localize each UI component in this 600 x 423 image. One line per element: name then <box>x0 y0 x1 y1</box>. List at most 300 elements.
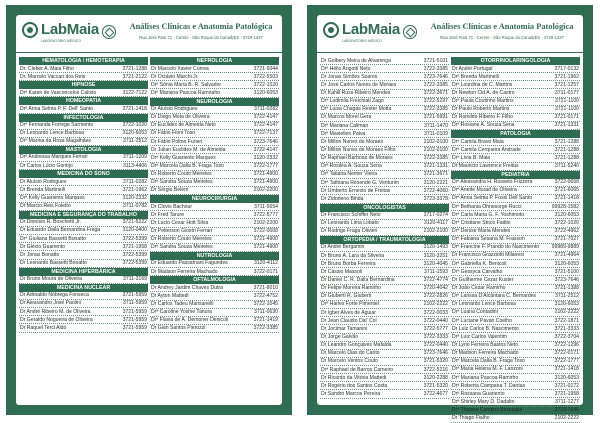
doctor-name: Drª Luana Contadini <box>452 309 498 316</box>
doctor-name: Drª Brenda Martinelli <box>452 73 499 80</box>
phone-number: 3721-4964 <box>554 252 579 259</box>
doctor-name: Dr Leonardo Lima Lobato <box>321 220 379 227</box>
phone-number: 3721-5101 <box>423 57 448 64</box>
doctor-name: Drª Lívia B. Maia <box>452 154 491 161</box>
phone-number: 3717-0274 <box>423 212 448 219</box>
section-heading: NEUROCIRURGIA <box>150 195 279 203</box>
page-header <box>16 15 282 53</box>
list-item <box>150 244 279 252</box>
list-item <box>19 162 148 170</box>
doctor-name: Dr Aluísio Rodrigues <box>151 106 198 113</box>
phone-number: 3722-1296 <box>554 342 579 348</box>
column-right <box>451 57 580 423</box>
doctor-name: Dr Ayton Mattedi <box>151 292 189 299</box>
list-item <box>451 163 580 171</box>
section-heading: MEDICINA DO SONO <box>19 170 148 178</box>
directory-card <box>16 15 282 405</box>
phone-number: 2102-2100 <box>423 228 448 235</box>
phone-number: 3722-5399 <box>122 260 147 267</box>
phone-number: 3120-6053 <box>122 130 147 137</box>
list-item <box>19 89 148 97</box>
doctor-name: Dr Bruno A. Lara da Silveira <box>321 252 385 259</box>
doctor-name: Drª Maria Helena M. F. Lanzoni <box>452 366 523 373</box>
phone-number: 3721-1958 <box>554 390 579 397</box>
phone-number: 3722-3333 <box>423 334 448 340</box>
doctor-name: Dr Geraldo Nogueira de Oliveira <box>20 316 93 323</box>
phone-number: 3723-7646 <box>423 350 448 357</box>
phone-number: 3120-6053 <box>554 260 579 267</box>
doctor-name: Dr Alessandro José Paolini <box>20 300 81 307</box>
doctor-name: Drª Camila Cerqueira Andrade <box>452 146 521 153</box>
doctor-name: Drª Cristiane Stoco Fadini <box>452 219 511 226</box>
doctor-name: Drª Marcela Dalla B. Fraga Toso <box>452 358 525 365</box>
section-heading: OFTALMOLOGIA <box>150 276 279 284</box>
phone-number: 3722-3671 <box>423 90 448 97</box>
phone-number: 3721-1288 <box>554 138 579 145</box>
doctor-name: Dr André Ribeiro M. de Oliveira <box>20 308 91 315</box>
phone-number: 3721-1418 <box>554 366 579 373</box>
phone-number: 3722-0033 <box>423 309 448 316</box>
phone-number: 3722-1777 <box>253 163 278 170</box>
doctor-name: Dr Jonas Bonatto <box>20 251 60 258</box>
doctor-name: Dr Roberto Couto Meireles <box>151 236 212 243</box>
phone-number: 3721-1288 <box>554 154 579 161</box>
doctor-name: Dr Paulo Roberto Martins <box>452 106 510 113</box>
address-line: Rua José Rosi 71 - Centro - São Roque do Canaã/ES · 3729-1337 <box>139 35 263 40</box>
phone-number: 3722-5399 <box>122 235 147 242</box>
phone-number: 2102-0100 <box>423 147 448 154</box>
phone-number: 3120-2332 <box>122 195 147 202</box>
phone-number: 3711-1470 <box>424 122 448 129</box>
phone-number: 3711-1277 <box>555 398 579 405</box>
phone-number: 3711-0282 <box>123 178 147 185</box>
phone-number: 3722-1871 <box>554 317 579 324</box>
section-heading: ONCOLOGISTAS <box>320 204 449 212</box>
doctor-name: Dr Leonardo Lence Barbosa <box>20 130 84 137</box>
phone-number: 3722-1777 <box>554 358 579 365</box>
phone-number: 3120-6053 <box>554 374 579 381</box>
phone-number: 3722-4677 <box>423 390 448 397</box>
phone-number: 3721-0171 <box>554 114 579 121</box>
phone-number: 3721-3671 <box>423 171 448 178</box>
list-item <box>150 187 279 195</box>
phone-number: 3711-2512 <box>555 293 579 300</box>
phone-number: 3723-7646 <box>253 138 278 145</box>
doctor-name: Drª Flavia de A. Demoner Denicoli <box>151 317 229 324</box>
doctor-name: Drª Denise Maria Mendes <box>452 228 511 235</box>
list-item <box>19 276 148 284</box>
list-item <box>19 105 148 113</box>
phone-number: 3711-0782 <box>123 203 147 210</box>
phone-number: 3721-1288 <box>122 65 147 72</box>
phone-number: 3722-4752 <box>253 292 278 299</box>
phone-number: 3721-1962 <box>554 73 579 80</box>
column-left <box>320 57 449 399</box>
doctor-name: Dr Clovis Bachour <box>151 203 193 210</box>
logo-subtitle: LABORATÓRIO MÉDICO <box>41 39 81 43</box>
doctor-name: Dr Madson Ferreira Machado <box>452 350 519 357</box>
section-heading: HIPNOSE <box>19 81 148 89</box>
doctor-name: Dr Sandro Marcos Pereira <box>321 390 381 397</box>
phone-number: 3722-0008 <box>253 228 278 235</box>
phone-number: 3721-1958 <box>122 243 147 250</box>
phone-number: 3711-2512 <box>123 138 147 145</box>
doctor-name: Dr Rodrigo Fraga Olivieri <box>321 228 378 235</box>
section-heading: NEFROLOGIA <box>150 57 279 65</box>
list-item <box>19 73 148 81</box>
phone-number: 3722-4147 <box>253 122 278 129</box>
phone-number: 3721-1419 <box>253 317 278 324</box>
phone-number: 3722-3385 <box>423 81 448 88</box>
phone-number: 3723-3378 <box>423 195 448 202</box>
list-item <box>451 415 580 423</box>
doctor-name: Dr Fábio Polton Furieri <box>151 138 203 145</box>
doctor-name: Drª Luisa Chagas Rester Motta <box>321 106 392 113</box>
section-heading: MEDICINA NUCLEAR <box>19 284 148 292</box>
phone-number: 3720-4042 <box>423 285 448 292</box>
logo-mark-icon <box>22 22 38 38</box>
doctor-name: Dr Thiago Fialho <box>452 415 490 422</box>
section-heading: INFECTOLOGIA <box>19 114 148 122</box>
page-header <box>317 15 583 53</box>
phone-number: 3721-5320 <box>423 358 448 365</box>
phone-number: 3120-2288 <box>423 374 448 381</box>
section-heading: HEMATOLOGIA / HEMOTERAPIA <box>19 57 148 65</box>
doctor-name: Dr Marcelo Xavier Correa <box>151 65 209 72</box>
list-item <box>150 325 279 333</box>
section-heading: HOMEOPATIA <box>19 97 148 105</box>
doctor-name: Drª Bethania Ohnesorge Rucci <box>452 203 522 210</box>
phone-number: 3722-3385 <box>423 106 448 113</box>
logo-subtitle: LABORATÓRIO MÉDICO <box>342 39 382 43</box>
doctor-name: Dr Julian Euclides M. de Almeida <box>151 146 226 153</box>
doctor-name: Dr Carlos Tadeu Mansanelli <box>151 301 214 308</box>
phone-number: 3721-4900 <box>253 179 278 186</box>
phone-number: 3711-5240 <box>555 163 579 170</box>
doctor-name: Dr Francisco Grazziotti Milanesi <box>452 252 524 259</box>
doctor-name: Drª Ludimila Freichiati Zago <box>321 98 384 105</box>
phone-number: 3722-5399 <box>122 251 147 258</box>
doctor-name: Dr Jorge Galvão <box>321 334 359 340</box>
doctor-name: Dr Marcio Reis Foletto <box>20 203 71 210</box>
doctor-name: Dr Kahlil Russ Ribeiro Mendes <box>321 90 391 97</box>
phone-number: 3722-5503 <box>253 73 278 80</box>
doctor-name: Dr Eduardo Passamani Fagundes <box>151 260 228 267</box>
doctor-name: Dr Madson Ferreira Machado <box>151 268 218 275</box>
doctor-name: Dr Marcos Morel Gera <box>321 114 372 121</box>
doctor-name: Dr Zidorleno Binda <box>321 195 364 202</box>
doctor-name: Drª Hélio Angotti Neto <box>321 65 371 72</box>
list-item <box>150 89 279 97</box>
doctor-name: Dr Roberto Couto Meireles <box>151 171 212 178</box>
phone-number: 2102-0100 <box>423 138 448 145</box>
phone-number: 3722-3385 <box>423 155 448 162</box>
doctor-name: Dr Guilherme Cezar Kuster <box>452 276 514 283</box>
directory-page-right <box>307 5 593 422</box>
phone-number: 99928-1582 <box>551 203 579 210</box>
doctor-name: Drª Thaissa Campos Bascaglia <box>452 407 523 414</box>
phone-number: 3722-7137 <box>253 130 278 137</box>
phone-number: 3722-1045 <box>253 301 278 308</box>
doctor-name: Drª Kelly Guariento Marques <box>151 154 216 161</box>
phone-number: 3722-5297 <box>423 98 448 105</box>
phone-number: 3721-1388 <box>554 285 579 292</box>
phone-number: 3722-5777 <box>253 211 278 218</box>
doctor-name: Dr. Cleber A. Maia Filho <box>20 65 74 72</box>
doctor-name: Drª Rossana Guariento <box>452 390 505 397</box>
phone-number: 3721-3333 <box>554 325 579 332</box>
doctor-name: Drª Roberta Campana T. Dantas <box>452 382 526 389</box>
phone-number: 3721-4900 <box>253 244 278 251</box>
doctor-name: Drª Tatiana Nemer Vieira <box>321 171 378 178</box>
phone-number: 3721-1418 <box>122 105 147 112</box>
phone-number: 3721-1331 <box>554 122 579 129</box>
phone-number: 3721-1288 <box>554 146 579 153</box>
doctor-name: Dr Romildo Ribeiro F. Filho <box>452 114 513 121</box>
list-item <box>19 324 148 332</box>
phone-number: 3722-2826 <box>423 293 448 300</box>
phone-number: 3723-7646 <box>554 407 579 414</box>
phone-number: 3721-5320 <box>423 382 448 389</box>
doctor-name: Dr Marcelo Ventos Couto <box>321 358 378 365</box>
doctor-name: Dr Rogério dos Santos Costa <box>321 382 388 389</box>
doctor-name: Dr Raquel Terci Aldo <box>20 324 67 331</box>
doctor-name: Dr Giuberti R. Giuberti <box>321 293 372 300</box>
page-title: Análises Clínicas e Anatomia Patológica <box>430 22 574 31</box>
doctor-name: Drª Fernanda Forrege Sarmento <box>20 122 94 129</box>
phone-number: 3721-1418 <box>554 195 579 202</box>
phone-number: 3722-3385 <box>423 65 448 72</box>
phone-number: 2102-2200 <box>253 219 278 226</box>
doctor-name: Dr Gian Santos Pierozzi <box>151 325 206 332</box>
logo-word: LabMaia <box>41 21 99 38</box>
doctor-name: Drª Gabriella K. Benicoli <box>452 260 507 267</box>
certification-seal-icon <box>102 25 116 39</box>
phone-number: 3722-0171 <box>554 350 579 357</box>
phone-number: 2102-2222 <box>554 415 579 422</box>
phone-number: 3722-1020 <box>122 122 147 129</box>
doctor-name: Dr Bruno Borba Ferreira <box>321 260 376 267</box>
phone-number: 3722-5777 <box>423 325 448 332</box>
phone-number: 3120-6053 <box>554 301 579 308</box>
doctor-name: Drª Anna Selma P. Fossi Dell Santo <box>452 195 533 202</box>
doctor-name: Drª Luciane Pavan Coelho <box>452 317 512 324</box>
logo-word: LabMaia <box>342 21 400 38</box>
doctor-name: Drª Rosiane A. Souza Sena <box>452 122 515 129</box>
doctor-name: Dr Lucio Cesar Hott Silva <box>151 219 209 226</box>
phone-number: 3721-2122 <box>122 73 147 80</box>
phone-number: 3120-4112 <box>254 260 278 267</box>
doctor-name: Dr Raphael Barbosa de Moraes <box>321 155 393 162</box>
doctor-name: Dr João Cezar Ramirho <box>452 285 506 292</box>
doctor-name: Dr André Bergamin <box>321 244 365 251</box>
doctor-name: Dr Leonardo Lence Barbosa <box>452 301 516 308</box>
doctor-name: Dr André Portugal <box>452 65 493 72</box>
phone-number: 3122-7122 <box>122 89 147 96</box>
phone-number: 3113-4406 <box>123 162 147 169</box>
phone-number: 3721-4900 <box>253 171 278 178</box>
phone-number: 3721-8010 <box>253 284 278 291</box>
phone-number: 3717-0132 <box>554 65 579 72</box>
doctor-name: Drª Gessyca Carvalho <box>452 268 503 275</box>
phone-number: 3711-1209 <box>123 154 147 161</box>
phone-number: 3711-5654 <box>254 203 278 210</box>
doctor-name: Dr José Carlos Nunes de Moraes <box>321 81 397 88</box>
phone-number: 2102-2200 <box>253 187 278 194</box>
doctor-name: Drª Mariana Pascoa Ramiraho <box>151 89 220 96</box>
phone-number: 3711-0177 <box>555 89 579 96</box>
section-heading: ORTOPEDIA / TRAUMATOLOGIA <box>320 236 449 244</box>
phone-number: 3120-3251 <box>423 252 448 259</box>
doctor-name: Drª Shirley Mary D. Dadalto <box>452 398 515 405</box>
phone-number: 3711-0109 <box>424 130 448 137</box>
phone-number: 3721-1100 <box>555 98 579 105</box>
doctor-name: Dr Bruno Moura de Oliveira <box>20 276 82 283</box>
phone-number: 3120-6053 <box>253 89 278 96</box>
phone-number: 3120-4045 <box>423 260 448 267</box>
doctor-name: Drª Sônia Maria B. R. Salvador <box>151 81 222 88</box>
doctor-name: Drª Anette Murad de Oliveira <box>452 187 517 194</box>
doctor-name: Dr Luiz Carlos B. Nascimento <box>452 325 519 332</box>
phone-number: 3721-5959 <box>122 308 147 315</box>
doctor-name: Drª Harles Forte Pimentel <box>321 301 379 308</box>
section-heading: NEUROLOGIA <box>150 98 279 106</box>
phone-number: 3722-3385 <box>253 325 278 332</box>
phone-number: 3721-5959 <box>122 324 147 331</box>
phone-number: 3120-6053 <box>554 211 579 218</box>
column-left <box>19 57 148 333</box>
section-heading: OTORRINOLARINGOLOGIA <box>451 57 580 65</box>
doctor-name: Drª Rosiléa A. Souza Sena <box>321 163 382 170</box>
doctor-name: Dr Eduardo Dalla Bernardina Fraga <box>20 227 101 234</box>
doctor-name: Drª Marina da Rosa Magalhães <box>20 138 91 145</box>
doctor-name: Drª Kelly Guariento Marques <box>20 195 85 202</box>
phone-number: 3721-5991 <box>423 114 448 121</box>
phone-number: 99989-9889 <box>551 244 579 251</box>
phone-number: 2102-2222 <box>423 301 448 308</box>
doctor-name: Drª Andressa Marques Ferrari <box>20 154 88 161</box>
doctor-name: Dr Lyrio Ferreira Bastos Neto <box>452 342 519 348</box>
doctor-name: Dr Euclides de Almeida Neto <box>151 122 216 129</box>
directory-page-left <box>6 5 292 415</box>
doctor-name: Dr Petterson Giostri Ferrari <box>151 228 213 235</box>
doctor-name: Dr Leonardo Bassetti Bonatto <box>20 260 87 267</box>
phone-number: 3120-4117 <box>424 220 448 227</box>
doctor-name: Drª Lourdina de C. Martins <box>452 81 513 88</box>
phone-number: 3722-3704 <box>554 333 579 340</box>
section-heading: MEDICINA HIPERBÁRICA <box>19 268 148 276</box>
doctor-name: Drª Luiz Carlos Valentim <box>452 333 508 340</box>
phone-number: 3721-5100 <box>554 268 579 275</box>
doctor-name: Drª Raphael de Barros Carneiro <box>321 366 394 373</box>
phone-number: 2102-2222 <box>554 309 579 316</box>
phone-number: 3711-0630 <box>254 309 278 316</box>
doctor-name: Drª Paula Coutinho Martins <box>452 98 514 105</box>
doctor-name: Drª Mariana Caliman <box>321 122 369 129</box>
doctor-name: Drª Francine F. Prando do Nascimento <box>452 244 540 251</box>
phone-number: 3723-7646 <box>423 73 448 80</box>
phone-number: 3120-0400 <box>122 227 147 234</box>
phone-number: 3711-0282 <box>254 106 278 113</box>
doctor-name: Dr Felipe Moreira Ramirho <box>321 285 382 292</box>
phone-number: 3721-1257 <box>554 81 579 88</box>
list-item <box>19 203 148 211</box>
doctor-name: Drª Karen de Vasconcelos Calixto <box>20 89 97 96</box>
phone-number: 3721-5959 <box>122 292 147 299</box>
list-item <box>150 268 279 276</box>
phone-number: 3711-1593 <box>424 268 448 275</box>
doctor-name: Drª Larissa D'Alcântara C. Bernardes <box>452 293 537 300</box>
phone-number: 3711-5959 <box>123 300 147 307</box>
doctor-name: Drª Anna Selma P. F. Dell' Santo <box>20 105 93 112</box>
section-heading: MASTOLOGIA <box>19 146 148 154</box>
phone-number: 3120-2221 <box>423 179 448 186</box>
doctor-name: Dr Jonas Simões Soares <box>321 73 378 80</box>
phone-number: 3721-5222 <box>122 219 147 226</box>
logo-mark-icon <box>323 22 339 38</box>
phone-number: 3723-7646 <box>554 276 579 283</box>
doctor-name: Drª Sandra Souza Meireles <box>151 244 213 251</box>
phone-number: 3721-0172 <box>554 382 579 389</box>
column-right <box>150 57 279 333</box>
doctor-name: Drª Carla Maria G. F. Yoshimoto <box>452 211 525 218</box>
doctor-name: Dr Carlos Lúcio Gontijo <box>20 162 73 169</box>
doctor-name: Dr Milton Nunes de Moraes Filho <box>321 147 396 154</box>
phone-number: 3722-0440 <box>423 342 448 349</box>
list-item <box>19 138 148 146</box>
doctor-name: Dr Adroaldo Nóbrega Fonseca <box>20 292 89 299</box>
section-heading: NUTROLOGIA <box>150 252 279 260</box>
doctor-name: Dr Ricardo da Vitória Mattedi <box>321 374 387 381</box>
certification-seal-icon <box>403 25 417 39</box>
logo <box>22 21 102 47</box>
list-item <box>451 122 580 130</box>
section-heading: PATOLOGIA <box>451 130 580 138</box>
doctor-name: Dr Cássio Massoli <box>321 268 363 275</box>
doctor-name: Dr Leandro Gonçalves Mafalda <box>321 342 392 349</box>
doctor-name: Drª Sandra Souza Meireles <box>151 179 213 186</box>
phone-number: 3722-4060 <box>423 187 448 194</box>
doctor-name: Dr Marcelo Dias do Canto <box>321 350 380 357</box>
doctor-name: Dr Dionísio R. Boschetti Jr. <box>20 219 81 226</box>
phone-number: 3721-5044 <box>253 65 278 72</box>
phone-number: 3722-0171 <box>253 268 278 275</box>
phone-number: 3721-1331 <box>423 163 448 170</box>
doctor-name: Dr Newton Cid A. de Castro <box>452 89 515 96</box>
doctor-name: Dr Umberto Ernesto de Freitas <box>321 187 391 194</box>
phone-number: 3721-4900 <box>253 236 278 243</box>
doctor-name: Dr Jean Claudio Dal' Col <box>321 317 377 324</box>
doctor-name: Drª Giuliana Bassetti Bonatto <box>20 235 86 242</box>
doctor-name: Drª Camila Bravo Maia <box>452 138 504 145</box>
list-item <box>320 390 449 398</box>
doctor-name: Dr Fred Tarure <box>151 211 185 218</box>
doctor-name: Dr Glécio Guariento <box>20 243 66 250</box>
phone-number: 3721-1100 <box>555 106 579 113</box>
phone-number: 3721-7027 <box>554 236 579 243</box>
phone-number: 3722-4774 <box>423 277 448 284</box>
doctor-name: Dr Diogo Mota de Oliveira <box>151 114 210 121</box>
phone-number: 3120-2332 <box>253 154 278 161</box>
section-heading: PEDIATRIA <box>451 171 580 179</box>
phone-number: 3721-5959 <box>122 316 147 323</box>
doctor-name: Drª Tathiana Resende G. Venturim <box>321 179 399 186</box>
phone-number: 3722-0440 <box>423 317 448 324</box>
phone-number: 3721-1962 <box>122 186 147 193</box>
section-heading: MEDICINA E SEGURANÇA DO TRABALHO <box>19 211 148 219</box>
doctor-name: Drª Maxiellen Paiva <box>321 130 366 137</box>
phone-number: 3722-4147 <box>253 114 278 121</box>
